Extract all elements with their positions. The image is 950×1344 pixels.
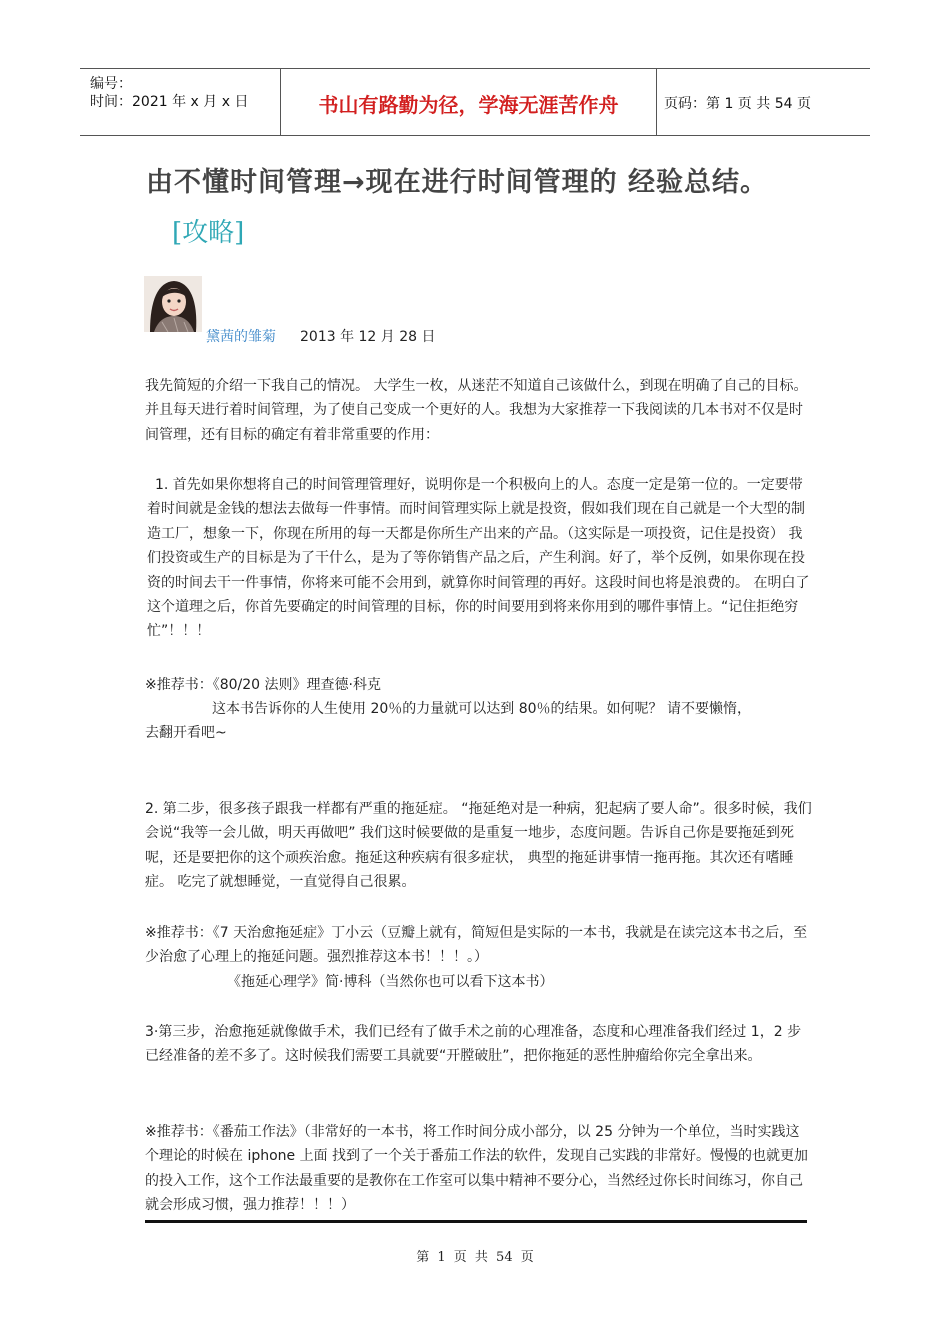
document-header: [80, 68, 870, 136]
avatar-image: [144, 276, 202, 332]
recommend-book-1-desc: 这本书告诉你的人生使用 20％的力量就可以达到 80％的结果。如何呢？ 请不要懒惰，: [212, 701, 751, 717]
article-title: 由不懂时间管理→现在进行时间管理的 经验总结。: [146, 167, 769, 198]
post-date: 2013 年 12 月 28 日: [300, 329, 436, 345]
page-code: 页码：第 1 页 共 54 页: [664, 96, 811, 112]
header-page-cell: [656, 69, 870, 135]
author-avatar: [144, 276, 202, 332]
bottom-rule: [145, 1220, 807, 1223]
recommend-book-1: ※推荐书：《80/20 法则》理查德·科克: [145, 677, 381, 693]
step2-paragraph: 2. 第二步，很多孩子跟我一样都有严重的拖延症。 “拖延绝对是一种病，犯起病了要人命”。很多时候，我们会说“我等一会儿做，明天再做吧” 我们这时候要做的是重复一地步，态度问题。告诉自己你是要拖延到死呢，还是要把你的这个顽疾治愈。拖延这种疾病有很多症状， 典型的拖延讲事情一拖再拖。其次还有嗜睡症。 吃完了就想睡觉，一直觉得自己很累。: [145, 801, 812, 891]
recommend-book-3: ※推荐书：《番茄工作法》（非常好的一本书，将工作时间分成小部分，以 25 分钟为一个单位，当时实践这个理论的时候在 iphone 上面 找到了一个关于番茄工作法的软件，发现自己实践的非常好。慢慢的也就更加的投入工作，这个工作法最重要的是教你在工作室可以集中精神不要分心，当然经过你长时间练习，你自己就会形成习惯，强力推荐！！！）: [145, 1124, 809, 1214]
intro-paragraph: 我先简短的介绍一下我自己的情况。 大学生一枚，从迷茫不知道自己该做什么，到现在明确了自己的目标。并且每天进行着时间管理，为了使自己变成一个更好的人。我想为大家推荐一下我阅读的几本书对不仅是时间管理，还有目标的确定有着非常重要的作用：: [145, 378, 808, 443]
header-meta-cell: [80, 69, 280, 135]
recommend-book-2: ※推荐书：《7 天治愈拖延症》丁小云（豆瓣上就有，简短但是实际的一本书，我就是在读完这本书之后，至少治愈了心理上的拖延问题。强烈推荐这本书！！！。）: [145, 925, 808, 966]
motto-text: 书山有路勤为径，学海无涯苦作舟: [318, 93, 619, 117]
recommend-book-2b: 《拖延心理学》简·博科（当然你也可以看下这本书）: [227, 974, 554, 990]
number-label: 编号：: [90, 76, 132, 92]
recommend-book-1-desc-cont: 去翻开看吧~: [145, 725, 227, 741]
author-link[interactable]: 黛茜的雏菊: [206, 329, 276, 345]
step1-paragraph: 1. 首先如果你想将自己的时间管理管理好，说明你是一个积极向上的人。态度一定是第一位的。一定要带着时间就是金钱的想法去做每一件事情。而时间管理实际上就是投资，假如我们现在自己就是一个大型的制造工厂，想象一下，你现在所用的每一天都是你所生产出来的产品。（这实际是一项投资，记住是投资） 我们投资或生产的目标是为了干什么，是为了等你销售产品之后，产生利润。好了，举个反例，如果你现在投资的时间去干一件事情，你将来可能不会用到，就算你时间管理的再好。这段时间也将是浪费的。 在明白了这个道理之后，你首先要确定的时间管理的目标，你的时间要用到将来你用到的哪件事情上。“记住拒绝穷忙”！！！: [147, 477, 810, 640]
article-tag: [攻略]: [172, 218, 245, 248]
header-motto-cell: [280, 69, 657, 135]
time-label: 时间：2021 年 x 月 x 日: [90, 94, 249, 110]
step3-paragraph: 3·第三步，治愈拖延就像做手术，我们已经有了做手术之前的心理准备，态度和心理准备我们经过 1，2 步已经准备的差不多了。这时候我们需要工具就要“开膛破肚”，把你拖延的恶性肿瘤给你完全拿出来。: [145, 1024, 802, 1065]
page-footer: 第 1 页 共 54 页: [416, 1250, 534, 1265]
